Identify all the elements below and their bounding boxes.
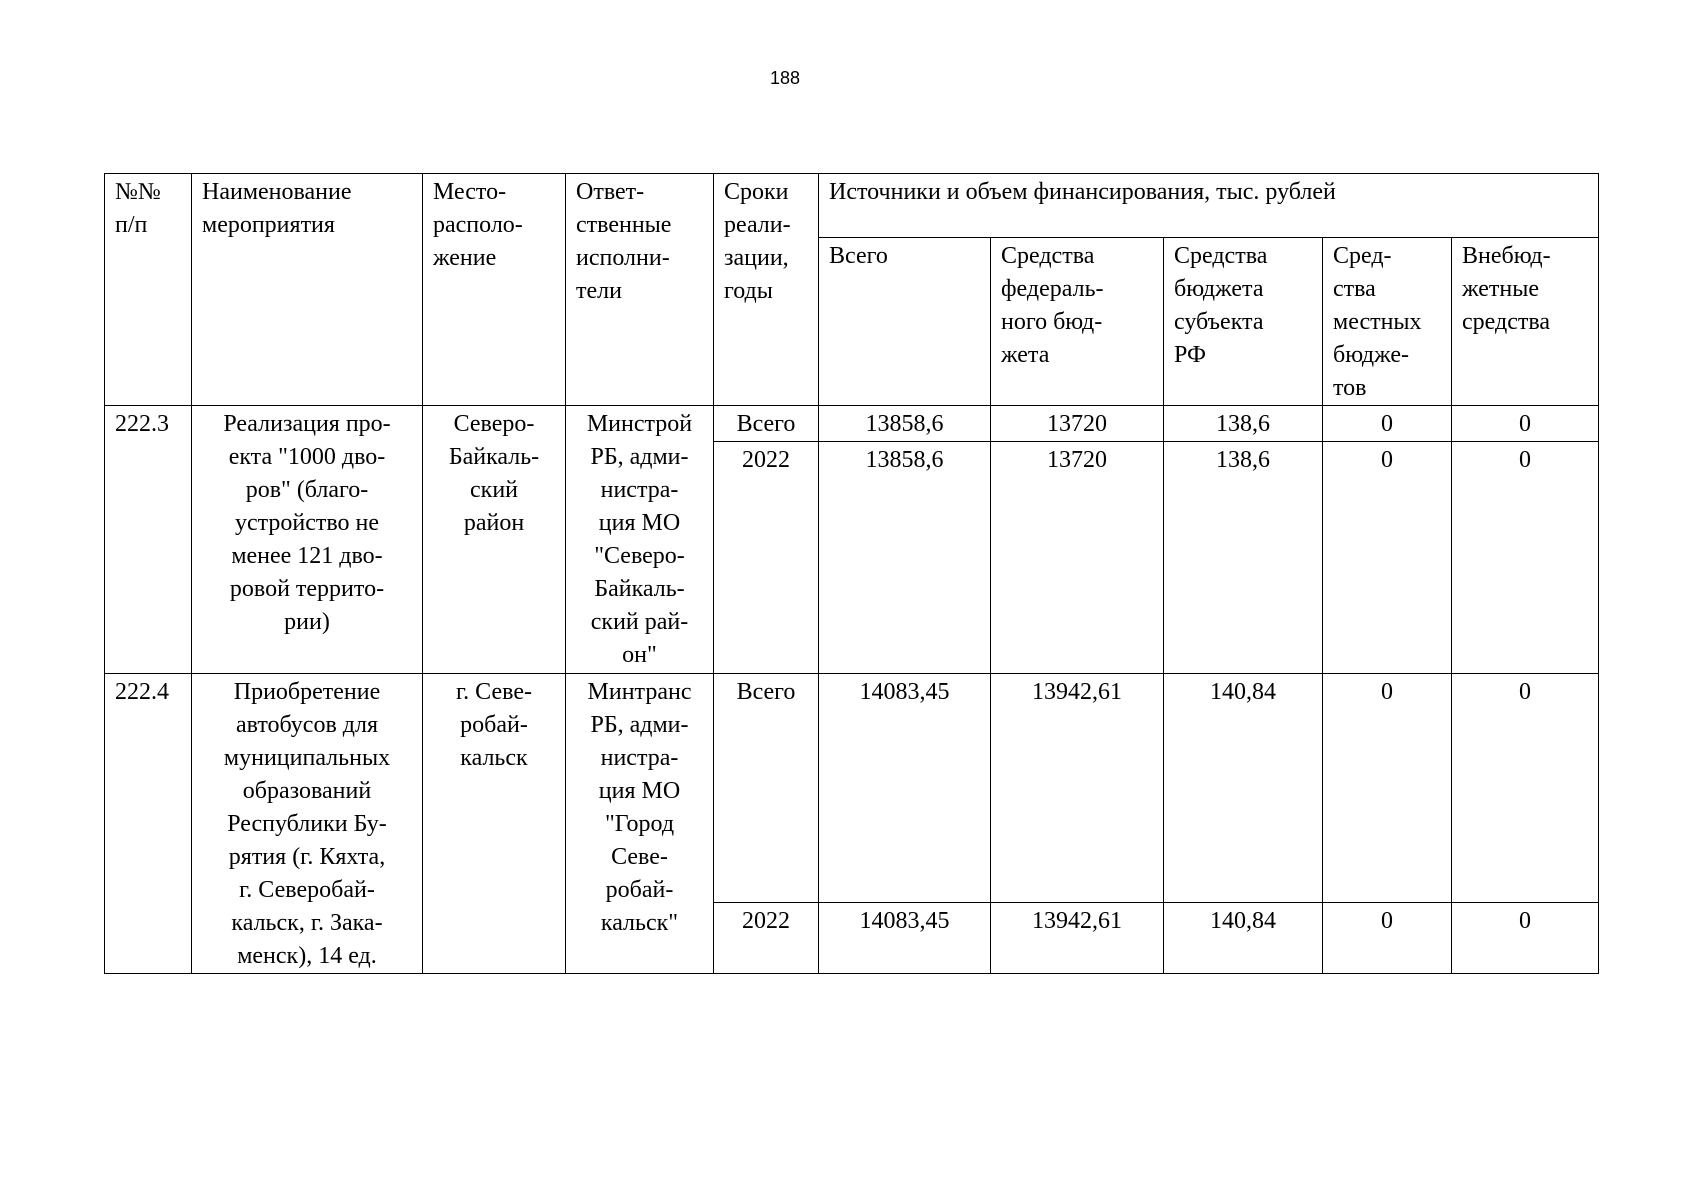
period-cell: Всего — [714, 406, 819, 442]
total-cell: 13858,6 — [819, 406, 991, 442]
period-cell: 2022 — [714, 903, 819, 974]
header-num: №№ п/п — [105, 174, 192, 406]
table-row — [105, 406, 1599, 442]
header-extra: Внебюд- жетные средства — [1452, 238, 1599, 406]
federal-cell: 13942,61 — [991, 903, 1164, 974]
row-number: 222.4 — [105, 674, 192, 974]
extra-cell: 0 — [1452, 903, 1599, 974]
extra-cell: 0 — [1452, 442, 1599, 674]
header-period: Сроки реали- зации, годы — [714, 174, 819, 406]
header-responsible: Ответ- ственные исполни- тели — [566, 174, 714, 406]
header-local: Сред- ства местных бюдже- тов — [1323, 238, 1452, 406]
page-number: 188 — [769, 68, 801, 88]
local-cell: 0 — [1323, 406, 1452, 442]
header-row-1 — [105, 174, 1599, 238]
responsible: Минтранс РБ, адми- нистра- ция МО "Город Севе- робай- кальск" — [566, 674, 714, 974]
total-cell: 14083,45 — [819, 674, 991, 903]
row-number: 222.3 — [105, 406, 192, 674]
header-sources: Источники и объем финансирования, тыс. рублей — [819, 174, 1599, 238]
period-cell: Всего — [714, 674, 819, 903]
table-row — [105, 674, 1599, 903]
header-subject: Средства бюджета субъекта РФ — [1164, 238, 1323, 406]
period-cell: 2022 — [714, 442, 819, 674]
extra-cell: 0 — [1452, 406, 1599, 442]
responsible: Минстрой РБ, адми- нистра- ция МО "Северо- Байкаль- ский рай- он" — [566, 406, 714, 674]
local-cell: 0 — [1323, 442, 1452, 674]
federal-cell: 13720 — [991, 442, 1164, 674]
header-location: Место- располо- жение — [423, 174, 566, 406]
extra-cell: 0 — [1452, 674, 1599, 903]
local-cell: 0 — [1323, 903, 1452, 974]
measure-name: Приобретение автобусов для муниципальных образований Республики Бу- рятия (г. Кяхта, г. Северобай- кальск, г. Зака- менск), 14 ед. — [192, 674, 423, 974]
header-total: Всего — [819, 238, 991, 406]
local-cell: 0 — [1323, 674, 1452, 903]
location: Северо- Байкаль- ский район — [423, 406, 566, 674]
federal-cell: 13720 — [991, 406, 1164, 442]
subject-cell: 138,6 — [1164, 442, 1323, 674]
financing-table — [104, 173, 1599, 974]
subject-cell: 138,6 — [1164, 406, 1323, 442]
location: г. Севе- робай- кальск — [423, 674, 566, 974]
subject-cell: 140,84 — [1164, 903, 1323, 974]
subject-cell: 140,84 — [1164, 674, 1323, 903]
measure-name: Реализация про- екта "1000 дво- ров" (благо- устройство не менее 121 дво- ровой террито- рии) — [192, 406, 423, 674]
header-name: Наименование мероприятия — [192, 174, 423, 406]
header-federal: Средства федераль- ного бюд- жета — [991, 238, 1164, 406]
total-cell: 13858,6 — [819, 442, 991, 674]
total-cell: 14083,45 — [819, 903, 991, 974]
federal-cell: 13942,61 — [991, 674, 1164, 903]
